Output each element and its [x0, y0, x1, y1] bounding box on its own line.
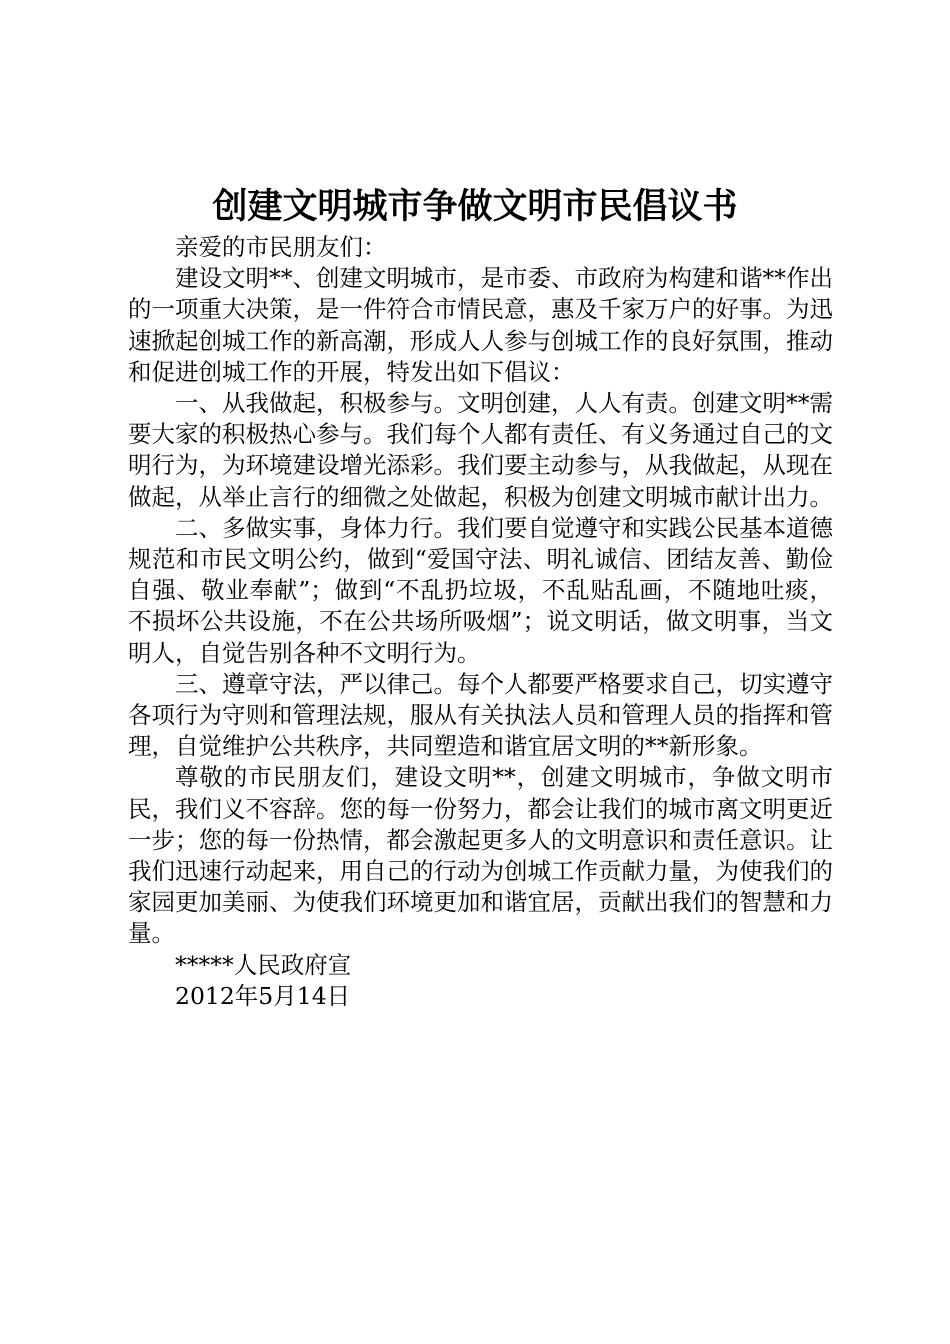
document-body	[128, 232, 833, 1012]
paragraph-proposal-2: 二、多做实事，身体力行。我们要自觉遵守和实践公民基本道德规范和市民文明公约，做到“爱国守法、明礼诚信、团结友善、勤俭自强、敬业奉献”；做到“不乱扔垃圾，不乱贴乱画，不随地吐痰，不损坏公共设施，不在公共场所吸烟”；说文明话，做文明事，当文明人，自觉告别各种不文明行为。	[128, 513, 833, 667]
paragraph-proposal-3: 三、遵章守法，严以律己。每个人都要严格要求自己，切实遵守各项行为守则和管理法规，服从有关执法人员和管理人员的指挥和管理，自觉维护公共秩序，共同塑造和谐宜居文明的**新形象。	[128, 669, 833, 761]
signature: *****人民政府宣	[175, 950, 352, 979]
salutation: 亲爱的市民朋友们：	[175, 233, 387, 261]
paragraph-proposal-1: 一、从我做起，积极参与。文明创建，人人有责。创建文明**需要大家的积极热心参与。我们每个人都有责任、有义务通过自己的文明行为，为环境建设增光添彩。我们要主动参与，从我做起，从现在做起，从举止言行的细微之处做起，积极为创建文明城市献计出力。	[128, 389, 833, 511]
paragraph-intro: 建设文明**、创建文明城市，是市委、市政府为构建和谐**作出的一项重大决策，是一件符合市情民意，惠及千家万户的好事。为迅速掀起创城工作的新高潮，形成人人参与创城工作的良好氛围，推动和促进创城工作的开展，特发出如下倡议：	[128, 264, 833, 386]
paragraph-closing: 尊敬的市民朋友们，建设文明**，创建文明城市，争做文明市民，我们义不容辞。您的每一份努力，都会让我们的城市离文明更近一步；您的每一份热情，都会激起更多人的文明意识和责任意识。让我们迅速行动起来，用自己的行动为创城工作贡献力量，为使我们的家园更加美丽、为使我们环境更加和谐宜居，贡献出我们的智慧和力量。	[128, 763, 833, 948]
document-title: 创建文明城市争做文明市民倡议书	[212, 187, 738, 227]
date: 2012年5月14日	[175, 981, 351, 1010]
